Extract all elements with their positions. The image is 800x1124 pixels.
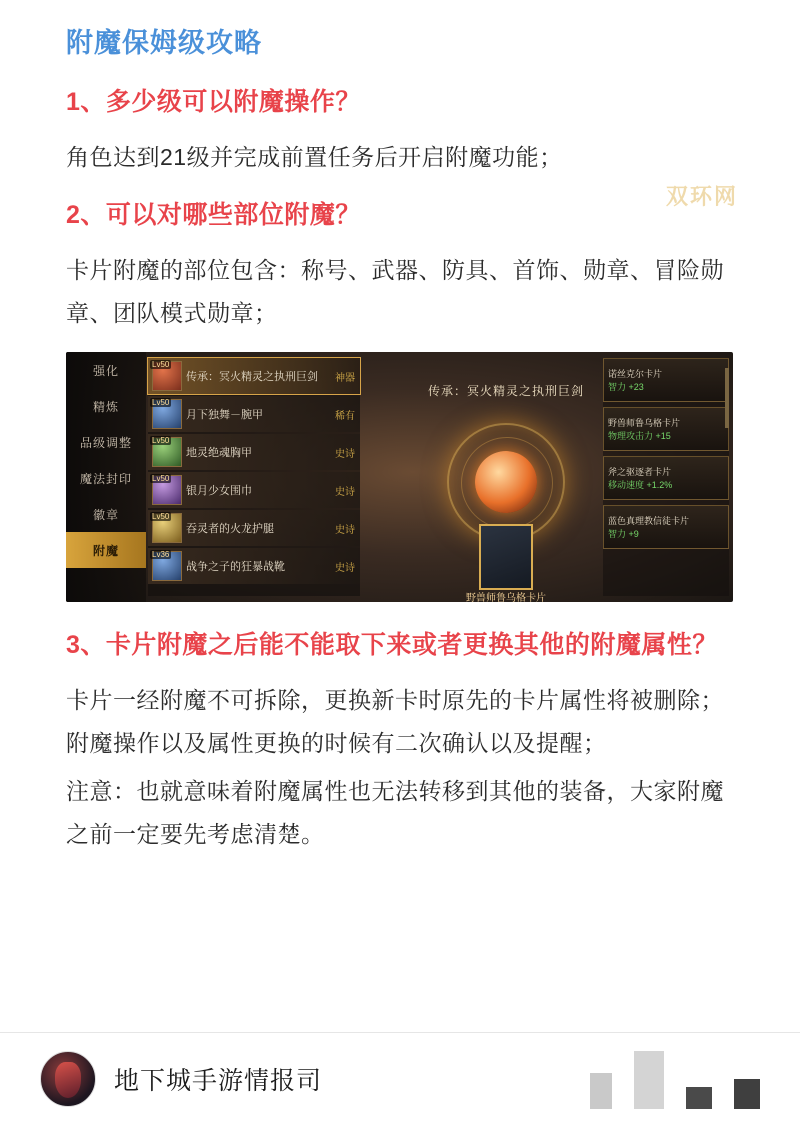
item-name: 月下独舞－腕甲 — [186, 409, 263, 422]
section-paragraph-3-1: 卡片一经附魔不可拆除，更换新卡时原先的卡片属性将被删除；附魔操作以及属性更换的时候有二次确认以及提醒； — [66, 686, 724, 756]
game-screenshot-image — [66, 352, 733, 602]
item-grade: 史诗 — [335, 486, 355, 498]
item-level: Lv36 — [152, 550, 170, 560]
section-heading-3: 3、卡片附魔之后能不能取下来或者更换其他的附魔属性？ — [66, 631, 718, 660]
game-menu-item: 品级调整 — [79, 435, 132, 450]
enchant-card-slot — [479, 524, 533, 590]
card-stat: 智力 +9 — [608, 529, 639, 540]
game-item-row — [148, 358, 360, 394]
game-card-item — [603, 407, 729, 451]
item-icon — [152, 513, 182, 543]
footer-block — [634, 1051, 664, 1109]
game-menu-item: 徽章 — [92, 507, 119, 522]
item-level: Lv50 — [152, 398, 170, 408]
item-icon — [152, 551, 182, 581]
item-name: 传承：冥火精灵之执刑巨剑 — [186, 371, 318, 384]
item-level: Lv50 — [152, 512, 170, 522]
game-item-list — [148, 358, 360, 596]
item-icon — [152, 475, 182, 505]
footer-decoration — [590, 1049, 760, 1109]
item-icon — [152, 437, 182, 467]
item-name: 吞灵者的火龙护腿 — [186, 523, 274, 536]
game-scrollbar[interactable] — [725, 368, 729, 428]
card-stat: 智力 +23 — [608, 382, 644, 393]
item-level: Lv50 — [152, 474, 170, 484]
item-name: 地灵绝魂胸甲 — [186, 447, 252, 460]
footer-bar — [0, 1032, 800, 1124]
item-grade: 史诗 — [335, 448, 355, 460]
game-card-list — [603, 358, 729, 596]
item-grade: 稀有 — [335, 410, 355, 422]
game-card-item — [603, 505, 729, 549]
author-name: 地下城手游情报司 — [114, 1066, 323, 1095]
game-menu-item: 强化 — [92, 363, 119, 378]
card-name: 诺丝克尔卡片 — [608, 369, 663, 380]
enchant-card-caption: 野兽师鲁乌格卡片 — [466, 593, 546, 603]
item-name: 战争之子的狂暴战靴 — [186, 561, 285, 574]
game-item-row — [148, 548, 360, 584]
game-equipment-title: 传承：冥火精灵之执刑巨剑 — [427, 384, 584, 399]
avatar[interactable] — [40, 1051, 96, 1107]
game-item-row — [148, 434, 360, 470]
game-left-menu — [66, 352, 146, 602]
section-heading-1: 1、多少级可以附魔操作？ — [66, 88, 361, 117]
game-card-item — [603, 358, 729, 402]
game-item-row — [148, 510, 360, 546]
card-stat: 移动速度 +1.2% — [608, 480, 673, 491]
item-grade: 神器 — [335, 372, 355, 384]
game-card-item — [603, 456, 729, 500]
game-item-row — [148, 472, 360, 508]
game-menu-item: 精炼 — [92, 399, 119, 414]
section-paragraph-1-1: 角色达到21级并完成前置任务后开启附魔功能； — [66, 143, 563, 170]
card-stat: 物理攻击力 +15 — [608, 431, 671, 442]
section-heading-2: 2、可以对哪些部位附魔？ — [66, 201, 361, 230]
footer-block — [686, 1087, 712, 1109]
section-paragraph-3-2: 注意：也就意味着附魔属性也无法转移到其他的装备，大家附魔之前一定要先考虑清楚。 — [66, 778, 724, 847]
item-icon — [152, 399, 182, 429]
item-level: Lv50 — [152, 436, 170, 446]
item-grade: 史诗 — [335, 562, 355, 574]
page-title: 附魔保姆级攻略 — [66, 28, 262, 58]
game-menu-item-enchant: 附魔 — [66, 532, 146, 568]
item-icon — [152, 361, 182, 391]
game-menu-item: 魔法封印 — [79, 471, 132, 486]
item-grade: 史诗 — [335, 524, 355, 536]
card-name: 蓝色真理教信徒卡片 — [608, 516, 690, 527]
card-name: 野兽师鲁乌格卡片 — [608, 418, 681, 429]
section-paragraph-2-1: 卡片附魔的部位包含：称号、武器、防具、首饰、勋章、冒险勋章、团队模式勋章； — [66, 257, 724, 326]
footer-block — [734, 1079, 760, 1109]
card-name: 斧之驱逐者卡片 — [608, 467, 672, 478]
watermark: 双环网 — [665, 184, 738, 209]
footer-block — [590, 1073, 612, 1109]
game-item-row — [148, 396, 360, 432]
enchant-orb-icon — [475, 451, 537, 513]
item-name: 银月少女围巾 — [186, 485, 252, 498]
item-level: Lv50 — [152, 360, 170, 370]
